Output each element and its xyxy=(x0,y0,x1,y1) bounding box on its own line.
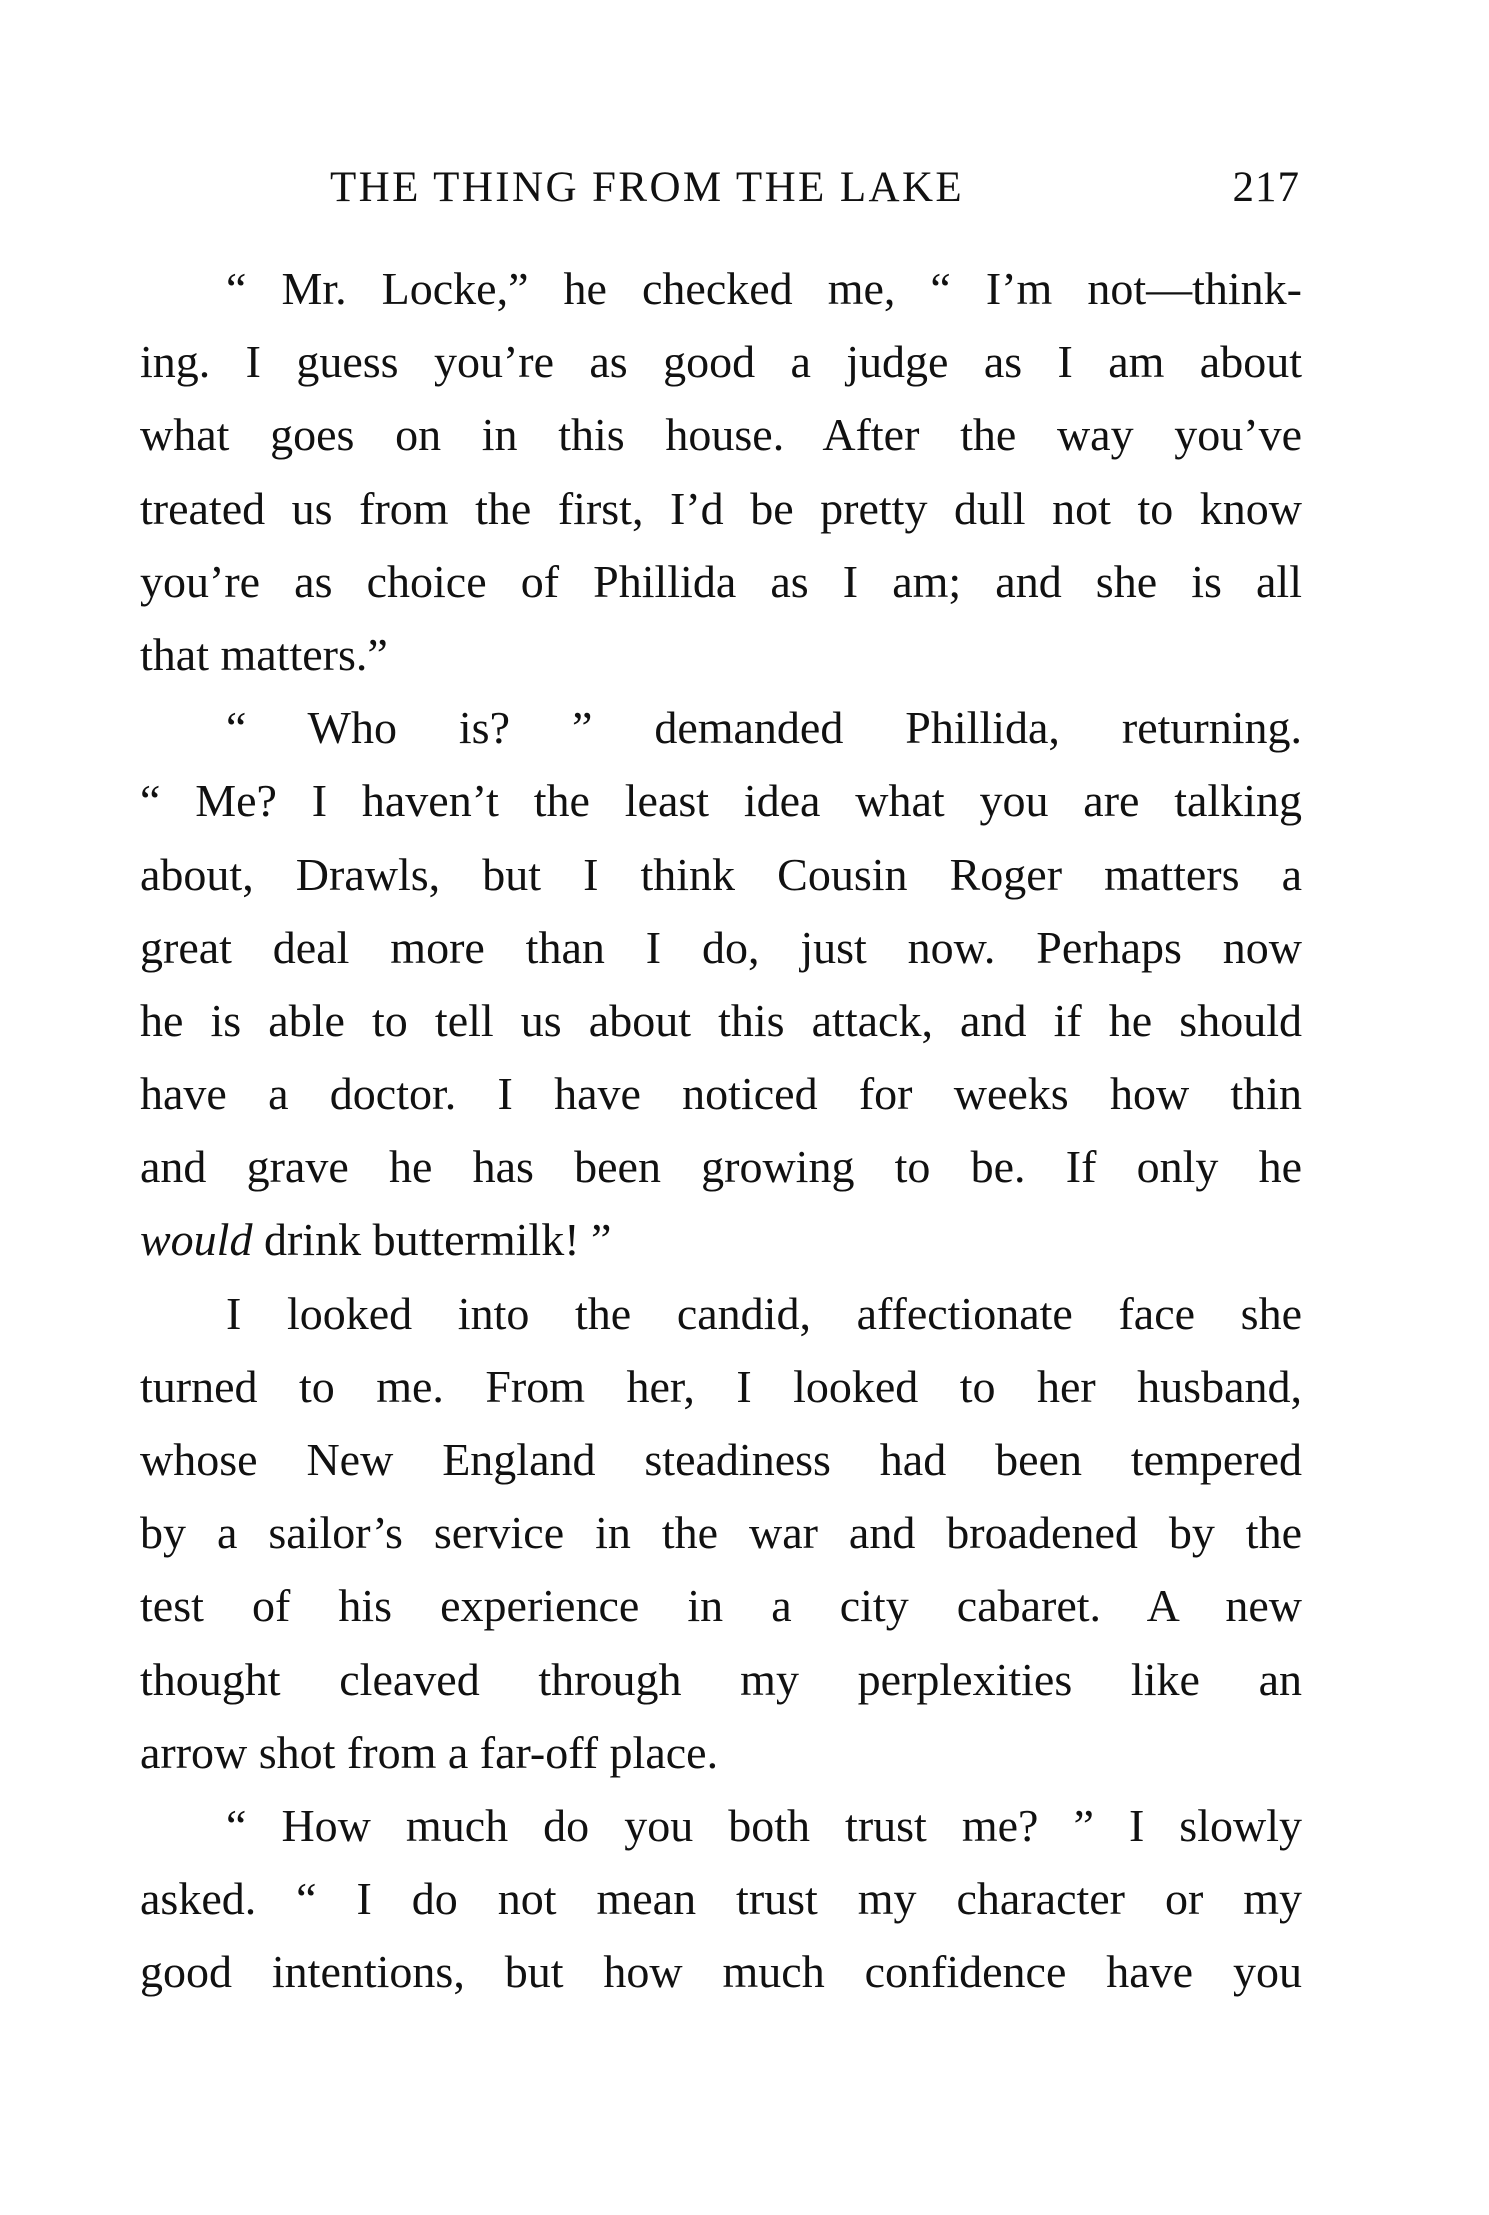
text-line: I looked into the candid, affectionate face she xyxy=(226,1287,1302,1339)
text-line: great deal more than I do, just now. Perhaps now xyxy=(140,921,1302,973)
text-line-rest: drink buttermilk! ” xyxy=(263,1214,612,1266)
text-line: treated us from the first, I’d be pretty dull not to know xyxy=(140,482,1302,534)
text-line: and grave he has been growing to be. If only he xyxy=(140,1141,1302,1193)
text-line: ing. I guess you’re as good a judge as I am about xyxy=(140,336,1302,388)
text-line: “ Who is? ” demanded Phillida, returning. xyxy=(226,702,1302,754)
text-line: arrow shot from a far-off place. xyxy=(140,1726,719,1778)
text-line: good intentions, but how much confidence have you xyxy=(140,1946,1302,1998)
text-line: “ How much do you both trust me? ” I slowly xyxy=(226,1799,1302,1851)
text-line: “ Me? I haven’t the least idea what you are talking xyxy=(140,775,1302,827)
page-number: 217 xyxy=(1232,164,1300,211)
body-text xyxy=(140,252,1302,2009)
text-line: test of his experience in a city cabaret. A new xyxy=(140,1580,1302,1632)
text-line: whose New England steadiness had been tempered xyxy=(140,1434,1302,1485)
text-line: “ Mr. Locke,” he checked me, “ I’m not—think- xyxy=(226,263,1302,314)
italic-emphasis: would xyxy=(140,1214,253,1266)
text-line: about, Drawls, but I think Cousin Roger matters a xyxy=(140,848,1302,900)
text-line: what goes on in this house. After the way you’ve xyxy=(140,409,1302,461)
text-line: he is able to tell us about this attack, and if he should xyxy=(140,994,1302,1046)
text-line: asked. “ I do not mean trust my character or my xyxy=(140,1873,1302,1925)
text-line: thought cleaved through my perplexities like an xyxy=(140,1653,1302,1705)
text-line: have a doctor. I have noticed for weeks how thin xyxy=(140,1068,1302,1120)
text-line: you’re as choice of Phillida as I am; and she is all xyxy=(140,555,1302,607)
running-head xyxy=(140,158,1300,218)
text-line: by a sailor’s service in the war and broadened by the xyxy=(140,1507,1302,1559)
text-line: turned to me. From her, I looked to her husband, xyxy=(140,1360,1302,1412)
running-title: THE THING FROM THE LAKE xyxy=(330,164,965,211)
text-line xyxy=(140,1203,1302,1276)
text-line: that matters.” xyxy=(140,628,388,680)
